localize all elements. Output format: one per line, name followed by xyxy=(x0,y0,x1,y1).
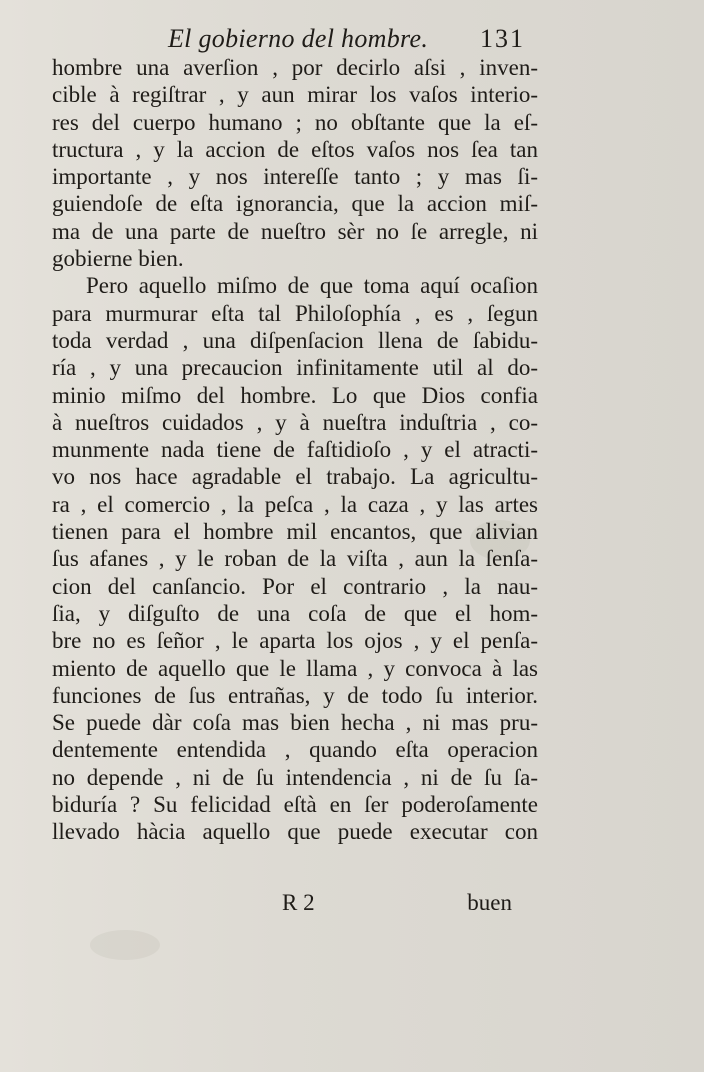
text-line: munmente nada tiene de faſtidioſo , y el atracti- xyxy=(52,437,538,463)
text-line: llevado hàcia aquello que puede executar con xyxy=(52,819,538,845)
text-line: biduría ? Su felicidad eſtà en ſer poderoſamente xyxy=(52,792,538,818)
text-line: vo nos hace agradable el trabajo. La agricultu- xyxy=(52,464,538,490)
text-line: dentemente entendida , quando eſta operacion xyxy=(52,737,538,763)
text-line: Se puede dàr coſa mas bien hecha , ni mas pru- xyxy=(52,710,538,736)
text-line: ra , el comercio , la peſca , la caza , y las artes xyxy=(52,491,538,517)
page-footer xyxy=(52,890,538,924)
text-line: à nueſtros cuidados , y à nueſtra induſtria , co- xyxy=(52,409,538,435)
text-line: minio miſmo del hombre. Lo que Dios confia xyxy=(52,382,538,408)
running-title: El gobierno del hombre. xyxy=(168,24,429,53)
text-line: importante , y nos intereſſe tanto ; y mas ſi- xyxy=(52,164,538,190)
text-line: funciones de ſus entrañas, y de todo ſu interior. xyxy=(52,682,538,708)
text-line: hombre una averſion , por decirlo aſsi , inven- xyxy=(52,55,538,80)
paper-stain xyxy=(90,930,160,960)
text-line: bre no es ſeñor , le aparta los ojos , y el penſa- xyxy=(52,628,538,654)
text-line: ſus afanes , y le roban de la viſta , aun la ſenſa- xyxy=(52,546,538,572)
text-line: toda verdad , una diſpenſacion llena de ſabidu- xyxy=(52,327,538,353)
text-line: res del cuerpo humano ; no obſtante que la eſ- xyxy=(52,109,538,135)
body-text xyxy=(52,54,538,846)
paragraph-first-line: Pero aquello miſmo de que toma aquí ocaſion xyxy=(86,273,538,299)
text-line: tructura , y la accion de eſtos vaſos nos ſea tan xyxy=(52,136,538,162)
text-line: no depende , ni de ſu intendencia , ni de ſu ſa- xyxy=(52,764,538,790)
text-line: miento de aquello que le llama , y convoca à las xyxy=(52,655,538,681)
text-line: tienen para el hombre mil encantos, que alivian xyxy=(52,519,538,545)
paragraph-end-line: gobierne bien. xyxy=(52,246,184,272)
text-line: ma de una parte de nueſtro sèr no ſe arregle, ni xyxy=(52,218,538,244)
text-line: cion del canſancio. Por el contrario , la nau- xyxy=(52,573,538,599)
page-number: 131 xyxy=(480,24,525,53)
running-head xyxy=(60,18,540,58)
text-line: ſia, y diſguſto de una coſa de que el hom- xyxy=(52,600,538,626)
signature-mark: R 2 xyxy=(282,890,315,915)
text-line: guiendoſe de eſta ignorancia, que la accion miſ- xyxy=(52,191,538,217)
text-line: cible à regiſtrar , y aun mirar los vaſos interio- xyxy=(52,82,538,108)
text-line: para murmurar eſta tal Philoſophía , es , ſegun xyxy=(52,300,538,326)
text-line: ría , y una precaucion infinitamente util al do- xyxy=(52,355,538,381)
catchword: buen xyxy=(467,890,512,915)
